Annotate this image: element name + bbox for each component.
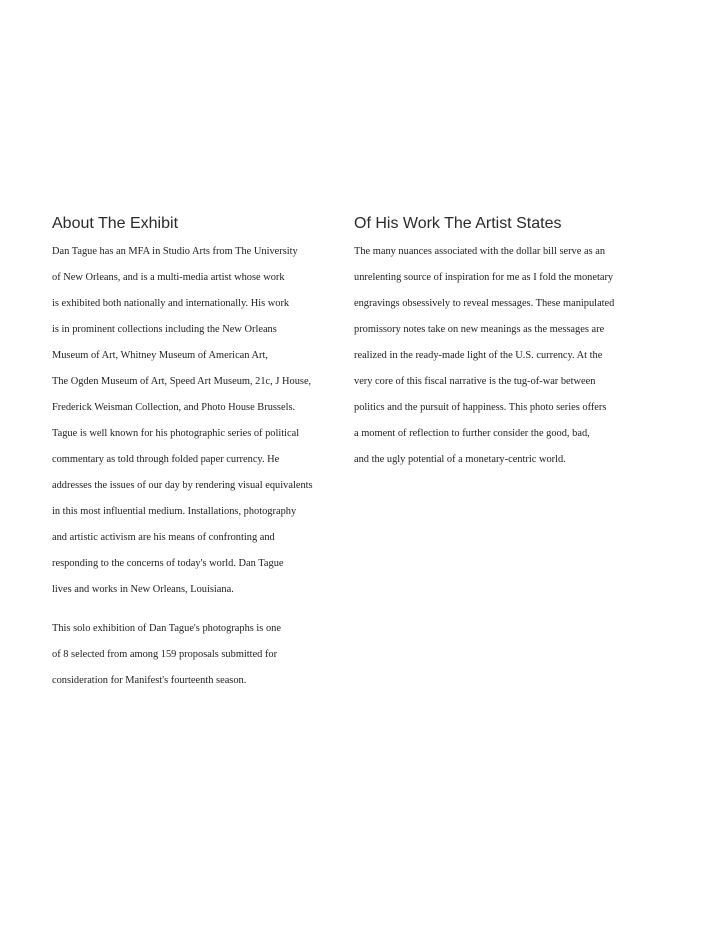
artist-statement-column (354, 212, 644, 473)
text-line: The many nuances associated with the dollar bill serve as an (354, 246, 606, 257)
text-line: unrelenting source of inspiration for me as I fold the monetary (354, 272, 614, 283)
text-line: and the ugly potential of a monetary-centric world. (354, 454, 566, 465)
text-line: The Ogden Museum of Art, Speed Art Museum, 21c, J House, (52, 376, 312, 387)
text-line: Frederick Weisman Collection, and Photo House Brussels. (52, 402, 296, 413)
text-line: very core of this fiscal narrative is the tug-of-war between (354, 376, 596, 387)
text-line: commentary as told through folded paper currency. He (52, 454, 280, 465)
text-line: of New Orleans, and is a multi-media artist whose work (52, 272, 285, 283)
text-line: realized in the ready-made light of the U.S. currency. At the (354, 350, 603, 361)
text-line: Tague is well known for his photographic series of political (52, 428, 300, 439)
exhibition-note-paragraph (52, 616, 332, 694)
text-line: Museum of Art, Whitney Museum of American Art, (52, 350, 268, 361)
about-exhibit-heading: About The Exhibit (52, 215, 179, 232)
text-line: politics and the pursuit of happiness. This photo series offers (354, 402, 607, 413)
artist-statement-paragraph (354, 239, 644, 473)
text-line: lives and works in New Orleans, Louisiana. (52, 584, 234, 595)
text-line: of 8 selected from among 159 proposals submitted for (52, 649, 278, 660)
about-exhibit-paragraph (52, 239, 332, 603)
text-line: This solo exhibition of Dan Tague's photographs is one (52, 623, 281, 634)
text-line: is exhibited both nationally and internationally. His work (52, 298, 290, 309)
text-line: is in prominent collections including the New Orleans (52, 324, 277, 335)
text-line: in this most influential medium. Installations, photography (52, 506, 297, 517)
text-line: engravings obsessively to reveal messages. These manipulated (354, 298, 615, 309)
text-line: Dan Tague has an MFA in Studio Arts from The University (52, 246, 298, 257)
text-line: promissory notes take on new meanings as the messages are (354, 324, 605, 335)
text-line: consideration for Manifest's fourteenth season. (52, 675, 247, 686)
about-exhibit-column (52, 212, 332, 694)
text-line: a moment of reflection to further consider the good, bad, (354, 428, 590, 439)
text-line: addresses the issues of our day by rendering visual equivalents (52, 480, 313, 491)
text-line: responding to the concerns of today's world. Dan Tague (52, 558, 284, 569)
text-line: and artistic activism are his means of confronting and (52, 532, 275, 543)
paragraph-spacer (52, 603, 332, 616)
artist-statement-heading: Of His Work The Artist States (354, 215, 562, 232)
